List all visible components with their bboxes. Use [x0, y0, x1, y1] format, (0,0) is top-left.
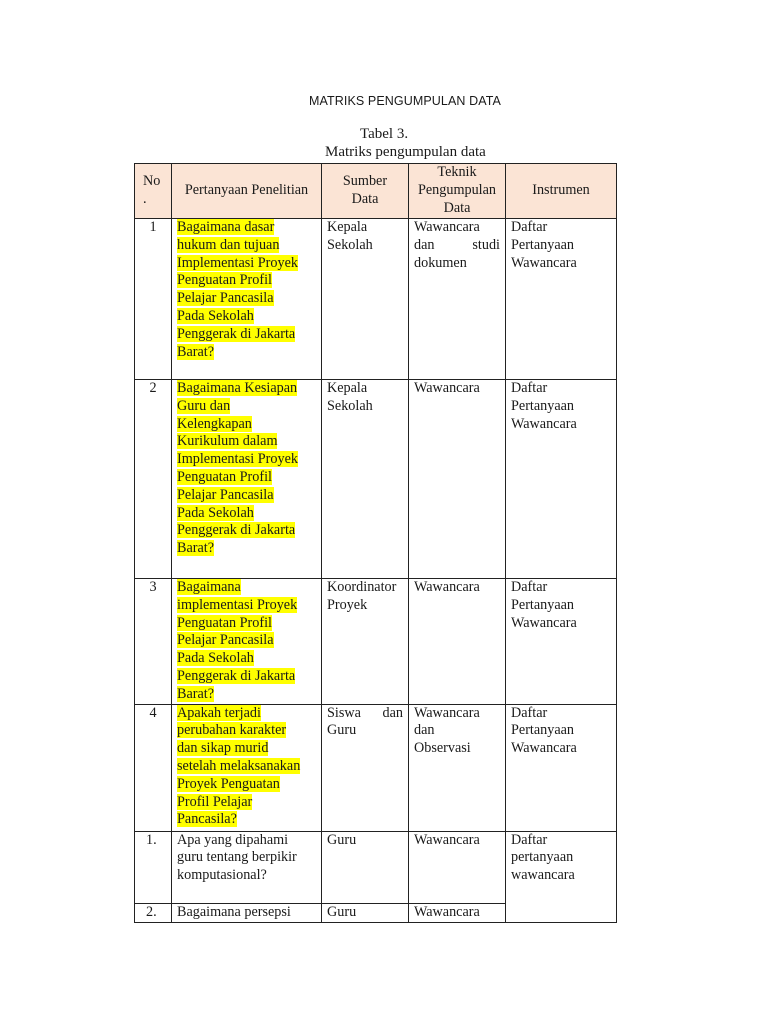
highlighted-question: Bagaimana implementasi Proyek Penguatan Profil Pelajar Pancasila Pada Sekolah Penggerak di Jakarta Barat? — [177, 579, 298, 702]
source-word: dan — [382, 704, 403, 721]
header-research-question: Pertanyaan Penelitian — [172, 164, 322, 219]
instrument-cell: Daftar Pertanyaan Wawancara — [506, 380, 617, 579]
highlighted-question: Bagaimana Kesiapan Guru dan Kelengkapan Kurikulum dalam Implementasi Proyek Penguatan Profil Pelajar Pancasila Pada Sekolah Penggerak di Jakarta Barat? — [177, 380, 298, 557]
research-question-cell — [172, 380, 322, 579]
document-heading: MATRIKS PENGUMPULAN DATA — [308, 94, 501, 108]
table-row — [135, 380, 617, 579]
highlighted-question: Bagaimana dasar hukum dan tujuan Implementasi Proyek Penguatan Profil Pelajar Pancasila Pada Sekolah Penggerak di Jakarta Barat? — [177, 219, 298, 360]
research-question-cell — [172, 219, 322, 380]
table-row — [135, 219, 617, 380]
header-instrument: Instrumen — [506, 164, 617, 219]
technique-word: studi — [472, 236, 500, 253]
research-question-cell: Bagaimana persepsi — [172, 903, 322, 922]
research-question-cell — [172, 704, 322, 831]
data-source-cell: Guru — [322, 831, 409, 903]
technique-line — [414, 237, 500, 255]
row-number: 1. — [135, 831, 172, 903]
table-header-row — [135, 164, 617, 219]
header-data-source: Sumber Data — [322, 164, 409, 219]
source-line — [327, 705, 403, 723]
row-number: 4 — [135, 704, 172, 831]
data-collection-matrix-table — [134, 163, 617, 923]
instrument-cell: Daftar pertanyaan wawancara — [506, 831, 617, 922]
technique-cell: Wawancara dan Observasi — [409, 704, 506, 831]
data-source-cell: Koordinator Proyek — [322, 579, 409, 705]
instrument-cell: Daftar Pertanyaan Wawancara — [506, 579, 617, 705]
technique-cell: Wawancara — [409, 579, 506, 705]
table-number: Tabel 3. — [360, 126, 409, 142]
data-source-cell: Kepala Sekolah — [322, 219, 409, 380]
table-row — [135, 831, 617, 903]
row-number: 2. — [135, 903, 172, 922]
research-question-cell: Apa yang dipahami guru tentang berpikir komputasional? — [172, 831, 322, 903]
table-caption: Matriks pengumpulan data — [325, 144, 486, 160]
row-number: 2 — [135, 380, 172, 579]
research-question-cell — [172, 579, 322, 705]
highlighted-question: Apakah terjadi perubahan karakter dan sikap murid setelah melaksanakan Proyek Penguatan Profil Pelajar Pancasila? — [177, 704, 301, 828]
data-source-cell: Guru — [322, 903, 409, 922]
source-word: Siswa — [327, 704, 361, 721]
technique-cell: Wawancara — [409, 831, 506, 903]
data-source-cell: Kepala Sekolah — [322, 380, 409, 579]
row-number: 3 — [135, 579, 172, 705]
technique-cell — [409, 219, 506, 380]
header-no: No . — [135, 164, 172, 219]
technique-line: dokumen — [414, 254, 467, 271]
source-line: Guru — [327, 722, 357, 739]
table-row — [135, 579, 617, 705]
table-row — [135, 704, 617, 831]
technique-line: Wawancara — [414, 219, 480, 235]
technique-cell: Wawancara — [409, 380, 506, 579]
data-source-cell — [322, 704, 409, 831]
instrument-cell: Daftar Pertanyaan Wawancara — [506, 219, 617, 380]
header-collection-technique: Teknik Pengumpulan Data — [409, 164, 506, 219]
technique-cell: Wawancara — [409, 903, 506, 922]
technique-word: dan — [414, 236, 435, 253]
instrument-cell: Daftar Pertanyaan Wawancara — [506, 704, 617, 831]
row-number: 1 — [135, 219, 172, 380]
